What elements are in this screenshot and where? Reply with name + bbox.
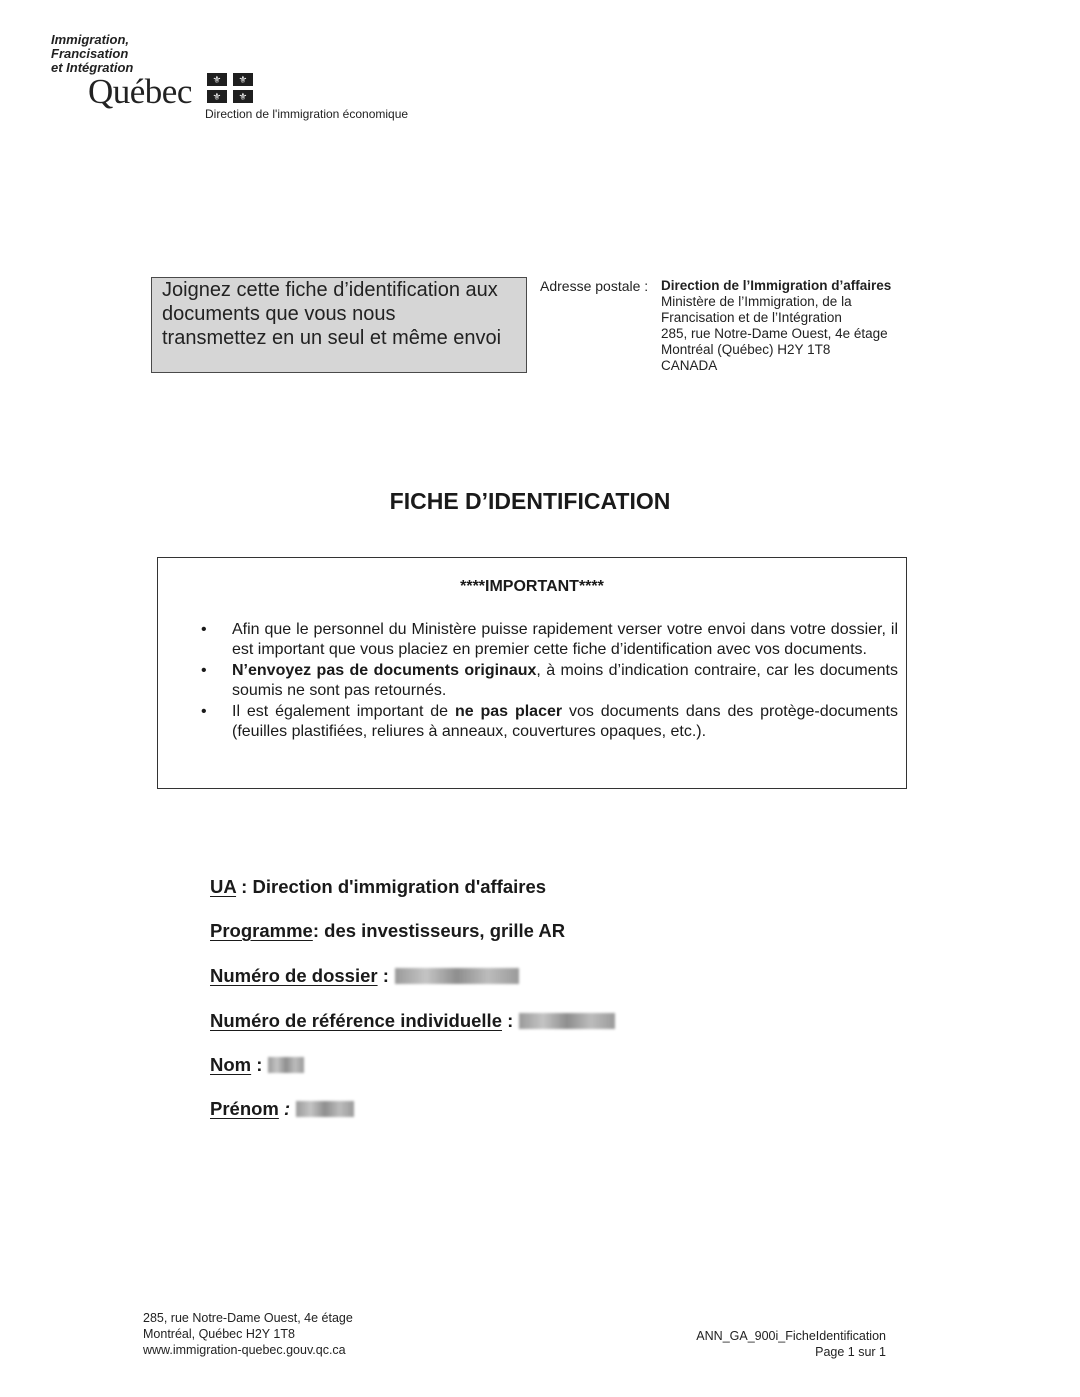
address-line: Ministère de l’Immigration, de la [661, 294, 852, 309]
svg-text:⚜: ⚜ [238, 75, 248, 86]
item-bold-text: ne pas placer [454, 703, 563, 720]
item-text: Afin que le personnel du Ministère puisse rapidement verser votre envoi dans votre dossier, il est important que vous placiez en premier cette fiche d’identification avec vos documents. [232, 621, 898, 658]
ministry-name [51, 33, 133, 75]
direction-subtitle: Direction de l'immigration économique [205, 107, 409, 121]
field-programme [210, 920, 565, 942]
item-text: vos documents dans des protège-documents (feuilles plastifiées, reliures à anneaux, couvertures opaques, etc.). [232, 703, 898, 740]
postal-address [661, 278, 891, 374]
notice-box [151, 277, 527, 373]
ministry-line: et Intégration [51, 60, 134, 75]
important-box [157, 557, 907, 789]
address-line: CANADA [661, 358, 718, 373]
field-separator: : [236, 876, 253, 897]
svg-text:⚜: ⚜ [212, 75, 222, 86]
postal-address-label: Adresse postale : [540, 278, 649, 294]
footer-form-info [696, 1328, 886, 1360]
field-separator: : [251, 1054, 263, 1075]
field-nom [210, 1054, 304, 1076]
bullet-icon: • [201, 662, 207, 679]
footer-address [143, 1310, 353, 1358]
field-label: Prénom [210, 1098, 279, 1119]
form-code: ANN_GA_900i_FicheIdentification [696, 1329, 886, 1343]
field-prenom [210, 1098, 354, 1120]
field-label: UA [210, 876, 237, 897]
item-text: Il est également important de [232, 703, 455, 720]
notice-line: transmettez en un seul et même envoi [162, 327, 502, 349]
address-line: 285, rue Notre-Dame Ouest, 4e étage [661, 326, 888, 341]
field-label: Programme [210, 920, 313, 941]
address-line: Francisation et de l’Intégration [661, 310, 842, 325]
field-label: Numéro de référence individuelle [210, 1010, 502, 1031]
field-value: des investisseurs, grille AR [324, 920, 566, 941]
important-heading: ****IMPORTANT**** [460, 578, 604, 595]
field-ua [210, 876, 546, 898]
quebec-wordmark: Québec [88, 72, 192, 111]
svg-text:⚜: ⚜ [212, 92, 222, 103]
svg-text:⚜: ⚜ [238, 92, 248, 103]
field-label: Numéro de dossier [210, 965, 378, 986]
field-value: Direction d'immigration d'affaires [252, 876, 547, 897]
field-separator: : [278, 1098, 291, 1119]
field-separator: : [501, 1010, 514, 1031]
footer-line: Montréal, Québec H2Y 1T8 [143, 1327, 295, 1341]
footer-line: www.immigration-quebec.gouv.qc.ca [143, 1343, 346, 1357]
item-text: , à moins d’indication contraire, car les documents soumis ne sont pas retournés. [232, 662, 898, 699]
page-title: FICHE D’IDENTIFICATION [389, 488, 671, 514]
ministry-line: Immigration, [51, 32, 130, 47]
ministry-line: Francisation [51, 46, 129, 61]
important-list [198, 620, 898, 743]
item-bold-text: N’envoyez pas de documents originaux [232, 662, 537, 679]
page-number: Page 1 sur 1 [815, 1345, 886, 1359]
list-item [198, 702, 898, 742]
notice-line: Joignez cette fiche d’identification aux [162, 279, 498, 301]
footer-line: 285, rue Notre-Dame Ouest, 4e étage [143, 1311, 353, 1325]
field-separator: : [377, 965, 389, 986]
address-line: Montréal (Québec) H2Y 1T8 [661, 342, 831, 357]
redacted-value [296, 1101, 354, 1117]
notice-line: documents que vous nous [162, 303, 396, 325]
bullet-icon: • [201, 621, 207, 638]
address-line: Direction de l’Immigration d’affaires [661, 278, 892, 293]
list-item [198, 620, 898, 660]
field-separator: : [312, 920, 325, 941]
redacted-value [268, 1057, 304, 1073]
redacted-value [395, 968, 519, 984]
field-reference [210, 1010, 615, 1032]
list-item [198, 661, 898, 701]
field-dossier [210, 965, 519, 987]
bullet-icon: • [201, 703, 207, 720]
quebec-flag-icon [206, 72, 254, 104]
redacted-value [519, 1013, 615, 1029]
field-label: Nom [210, 1054, 252, 1075]
